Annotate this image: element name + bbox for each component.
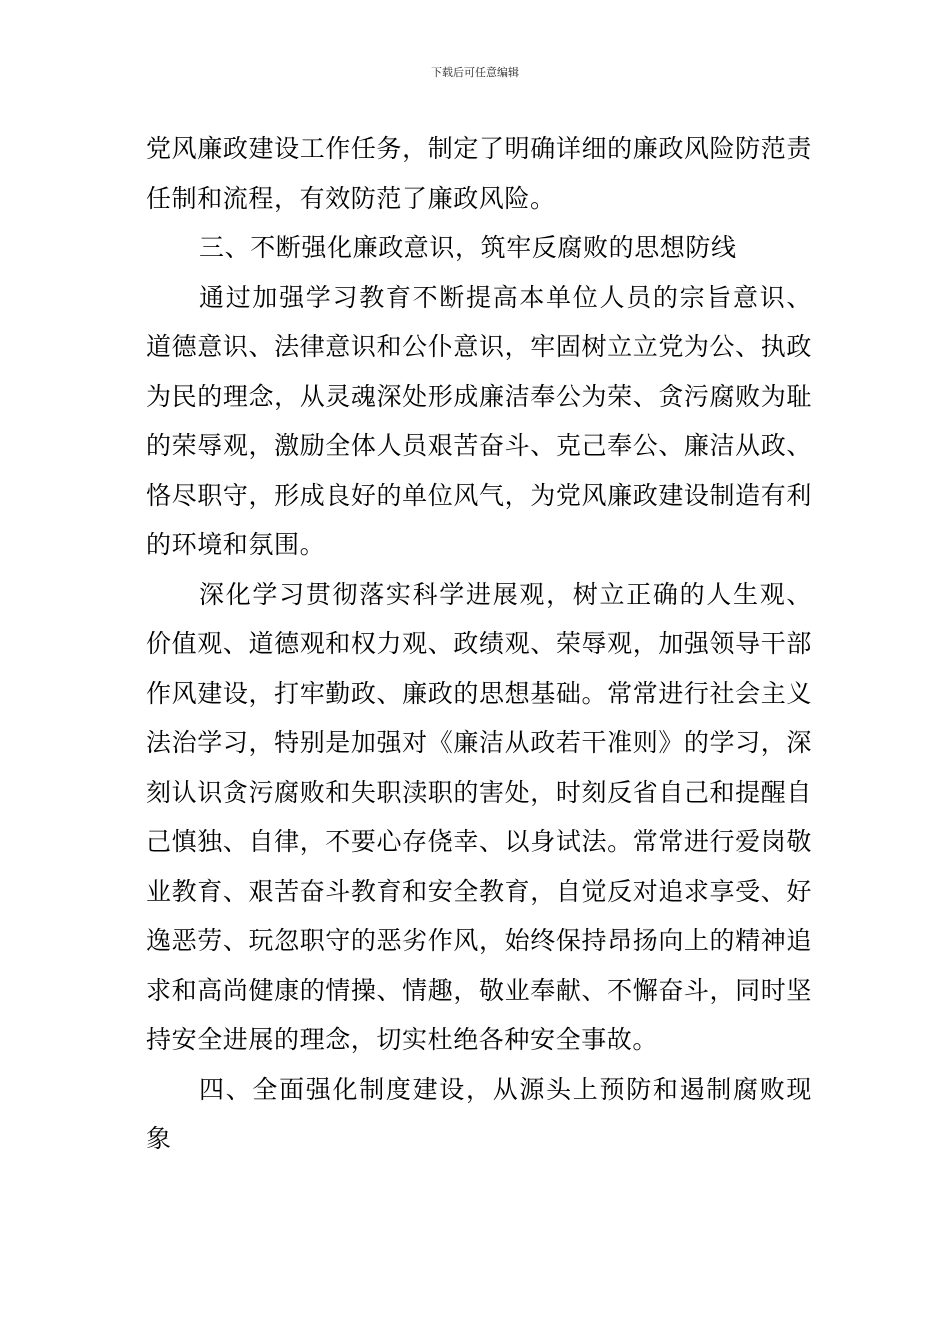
paragraph-study: 深化学习贯彻落实科学进展观，树立正确的人生观、价值观、道德观和权力观、政绩观、荣辱观，加强领导干部作风建设，打牢勤政、廉政的思想基础。常常进行社会主义法治学习，特别是加强对《廉洁从政若干准则》的学习，深刻认识贪污腐败和失职渎职的害处，时刻反省自己和提醒自己慎独、自律，不要心存侥幸、以身试法。常常进行爱岗敬业教育、艰苦奋斗教育和安全教育，自觉反对追求享受、好逸恶劳、玩忽职守的恶劣作风，始终保持昂扬向上的精神追求和高尚健康的情操、情趣，敬业奉献、不懈奋斗，同时坚持安全进展的理念，切实杜绝各种安全事故。 (146, 579, 812, 1054)
paragraph-awareness: 通过加强学习教育不断提高本单位人员的宗旨意识、道德意识、法律意识和公仆意识，牢固树立立党为公、执政为民的理念，从灵魂深处形成廉洁奉公为荣、贪污腐败为耻的荣辱观，激励全体人员艰苦奋斗、克己奉公、廉洁从政、恪尽职守，形成良好的单位风气，为党风廉政建设制造有利的环境和氛围。 (146, 282, 812, 559)
section-heading-3: 三、不断强化廉政意识，筑牢反腐败的思想防线 (199, 233, 737, 262)
paragraph-continuation: 党风廉政建设工作任务，制定了明确详细的廉政风险防范责任制和流程，有效防范了廉政风险。 (146, 134, 812, 213)
header-note: 下载后可任意编辑 (431, 66, 519, 79)
section-heading-4: 四、全面强化制度建设，从源头上预防和遏制腐败现象 (146, 1074, 812, 1153)
document-body (146, 124, 812, 1164)
